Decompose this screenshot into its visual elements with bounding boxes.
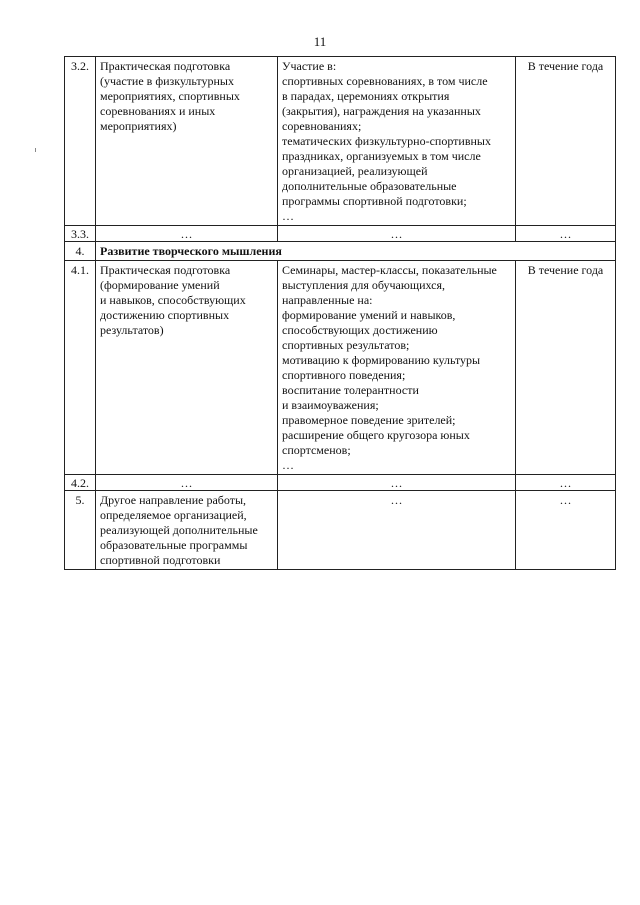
activity-content: Участие в: спортивных соревнованиях, в том числе в парадах, церемониях открытия (закрытия), награждения на указанных соревнованиях; тематических физкультурно-спортивных праздниках, организуемых в том числе организацией, реализующей дополнительные образовательные программы спортивной подготовки; … bbox=[278, 57, 516, 226]
activity-title: Другое направление работы, определяемое организацией, реализующей дополнительные образовательные программы спортивной подготовки bbox=[96, 491, 278, 570]
table-row bbox=[65, 226, 616, 242]
table-row bbox=[65, 475, 616, 491]
section-title: Развитие творческого мышления bbox=[96, 242, 616, 261]
row-number: 5. bbox=[65, 491, 96, 570]
activity-term: … bbox=[516, 226, 616, 242]
activity-title: Практическая подготовка (участие в физкультурных мероприятиях, спортивных соревнованиях и иных мероприятиях) bbox=[96, 57, 278, 226]
activity-content: … bbox=[278, 491, 516, 570]
activity-content: … bbox=[278, 475, 516, 491]
row-number: 3.3. bbox=[65, 226, 96, 242]
table-row bbox=[65, 261, 616, 475]
row-number: 4.2. bbox=[65, 475, 96, 491]
scan-artifact bbox=[35, 148, 36, 152]
section-number: 4. bbox=[65, 242, 96, 261]
row-number: 4.1. bbox=[65, 261, 96, 475]
activity-term: … bbox=[516, 475, 616, 491]
table-row bbox=[65, 491, 616, 570]
activity-term: В течение года bbox=[516, 261, 616, 475]
section-row bbox=[65, 242, 616, 261]
table-row bbox=[65, 57, 616, 226]
activity-content: Семинары, мастер-классы, показательные выступления для обучающихся, направленные на: формирование умений и навыков, способствующих достижению спортивных результатов; мотивацию к формированию культуры спортивного поведения; воспитание толерантности и взаимоуважения; правомерное поведение зрителей; расширение общего кругозора юных спортсменов; … bbox=[278, 261, 516, 475]
row-number: 3.2. bbox=[65, 57, 96, 226]
activity-title: … bbox=[96, 475, 278, 491]
activity-term: … bbox=[516, 491, 616, 570]
activity-term: В течение года bbox=[516, 57, 616, 226]
page-number: 11 bbox=[313, 34, 327, 49]
activity-title: … bbox=[96, 226, 278, 242]
activity-plan-table bbox=[64, 56, 616, 570]
activity-content: … bbox=[278, 226, 516, 242]
activity-title: Практическая подготовка (формирование умений и навыков, способствующих достижению спортивных результатов) bbox=[96, 261, 278, 475]
